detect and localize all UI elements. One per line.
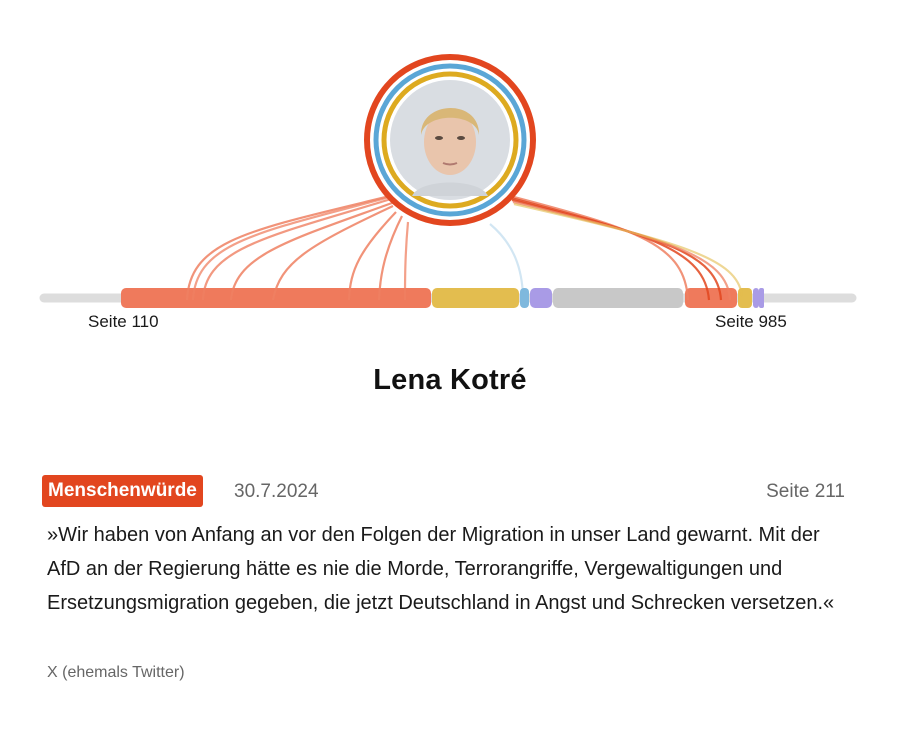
quote-source: X (ehemals Twitter) [47, 664, 185, 681]
timeline-segment-purple-3[interactable] [759, 288, 764, 308]
person-name: Lena Kotré [373, 364, 527, 396]
timeline-segment-blue[interactable] [520, 288, 529, 308]
timeline-segment-purple[interactable] [530, 288, 552, 308]
timeline-start-label: Seite 110 [88, 312, 159, 331]
quote-date: 30.7.2024 [234, 481, 319, 502]
quote-meta [42, 475, 845, 507]
quote-page-reference: Seite 211 [766, 481, 845, 502]
person-portrait [366, 56, 534, 224]
timeline-segment-gray[interactable] [553, 288, 683, 308]
timeline-segment-purple-2[interactable] [753, 288, 759, 308]
timeline-segment-yellow[interactable] [432, 288, 519, 308]
category-badge[interactable]: Menschenwürde [42, 475, 203, 507]
timeline-diagram [0, 0, 900, 340]
quote-text: »Wir haben von Anfang an vor den Folgen der Migration in unser Land gewarnt. Mit der AfD an der Regierung hätte es nie die Morde, Terrorangriffe, Vergewaltigungen und Ersetzungsmigration gegeben, die jetzt Deutschland in Angst und Schrecken versetzen.« [47, 524, 835, 614]
timeline-end-label: Seite 985 [715, 312, 787, 331]
